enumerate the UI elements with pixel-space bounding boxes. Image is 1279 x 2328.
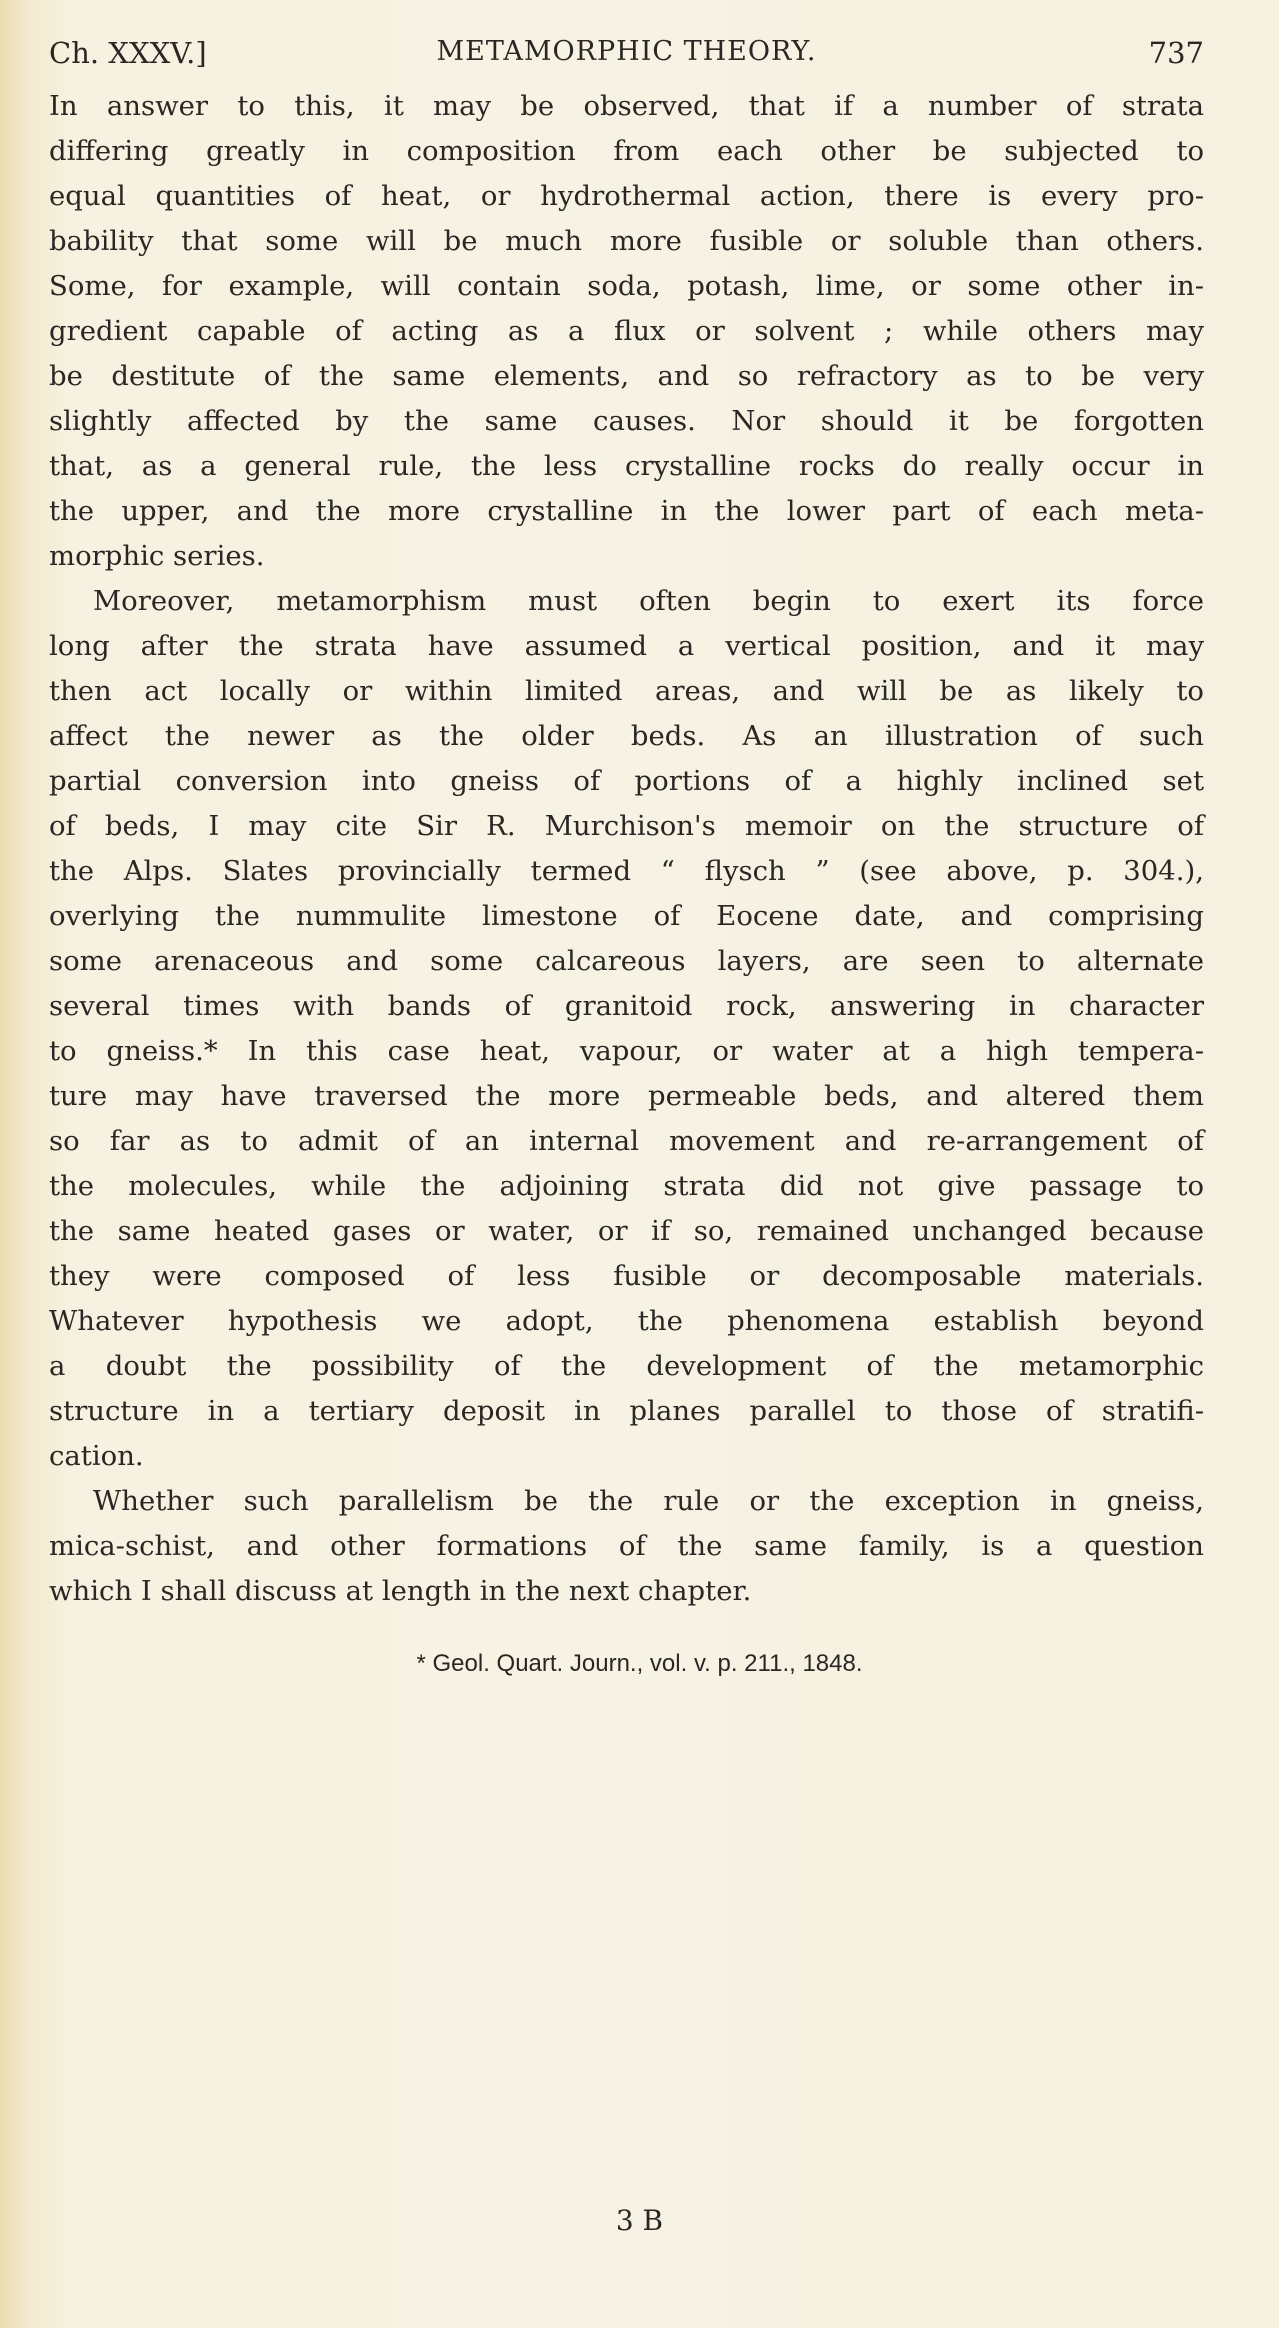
text-line: ture may have traversed the more permeable beds, and altered them (49, 1080, 1204, 1112)
text-line: partial conversion into gneiss of portions of a highly inclined set (49, 765, 1204, 797)
text-line: slightly affected by the same causes. Nor should it be forgotten (49, 405, 1204, 437)
text-line: overlying the nummulite limestone of Eocene date, and comprising (49, 900, 1204, 932)
text-line: the Alps. Slates provincially termed “ flysch ” (see above, p. 304.), (49, 855, 1204, 887)
text-line: equal quantities of heat, or hydrothermal action, there is every pro- (49, 180, 1204, 212)
text-line: bability that some will be much more fusible or soluble than others. (49, 225, 1204, 257)
chapter-label: Ch. XXXV.] (49, 36, 207, 70)
footnote: * Geol. Quart. Journ., vol. v. p. 211., 1848. (416, 1650, 863, 1677)
text-line: the molecules, while the adjoining strata did not give passage to (49, 1170, 1204, 1202)
signature-mark: 3 B (615, 2204, 664, 2237)
text-line: long after the strata have assumed a vertical position, and it may (49, 630, 1204, 662)
text-line: the upper, and the more crystalline in the lower part of each meta- (49, 495, 1204, 527)
text-line: morphic series. (49, 540, 265, 572)
text-line: so far as to admit of an internal movement and re-arrangement of (49, 1125, 1204, 1157)
text-line: of beds, I may cite Sir R. Murchison's memoir on the structure of (49, 810, 1204, 842)
text-line: some arenaceous and some calcareous layers, are seen to alternate (49, 945, 1204, 977)
text-line: mica-schist, and other formations of the same family, is a question (49, 1530, 1204, 1562)
text-line: that, as a general rule, the less crystalline rocks do really occur in (49, 450, 1204, 482)
text-line: then act locally or within limited areas, and will be as likely to (49, 675, 1204, 707)
text-line: Whatever hypothesis we adopt, the phenomena establish beyond (49, 1305, 1204, 1337)
text-line: they were composed of less fusible or decomposable materials. (49, 1260, 1204, 1292)
text-line: a doubt the possibility of the development of the metamorphic (49, 1350, 1204, 1382)
text-line: which I shall discuss at length in the next chapter. (49, 1575, 752, 1607)
text-line: several times with bands of granitoid rock, answering in character (49, 990, 1204, 1022)
body-text (49, 84, 1204, 1614)
text-line: gredient capable of acting as a flux or solvent ; while others may (49, 315, 1204, 347)
page-title: METAMORPHIC THEORY. (436, 36, 817, 67)
text-line: Whether such parallelism be the rule or the exception in gneiss, (93, 1485, 1204, 1517)
text-line: differing greatly in composition from each other be subjected to (49, 135, 1204, 167)
text-line: In answer to this, it may be observed, that if a number of strata (49, 90, 1204, 122)
text-line: affect the newer as the older beds. As an illustration of such (49, 720, 1204, 752)
running-header (49, 36, 1204, 76)
text-line: cation. (49, 1440, 144, 1472)
text-line: Moreover, metamorphism must often begin to exert its force (93, 585, 1204, 617)
text-line: Some, for example, will contain soda, potash, lime, or some other in- (49, 270, 1204, 302)
text-line: the same heated gases or water, or if so, remained unchanged because (49, 1215, 1204, 1247)
text-line: to gneiss.* In this case heat, vapour, or water at a high tempera- (49, 1035, 1204, 1067)
text-line: be destitute of the same elements, and so refractory as to be very (49, 360, 1204, 392)
page-number: 737 (1148, 36, 1204, 70)
text-line: structure in a tertiary deposit in planes parallel to those of stratifi- (49, 1395, 1204, 1427)
